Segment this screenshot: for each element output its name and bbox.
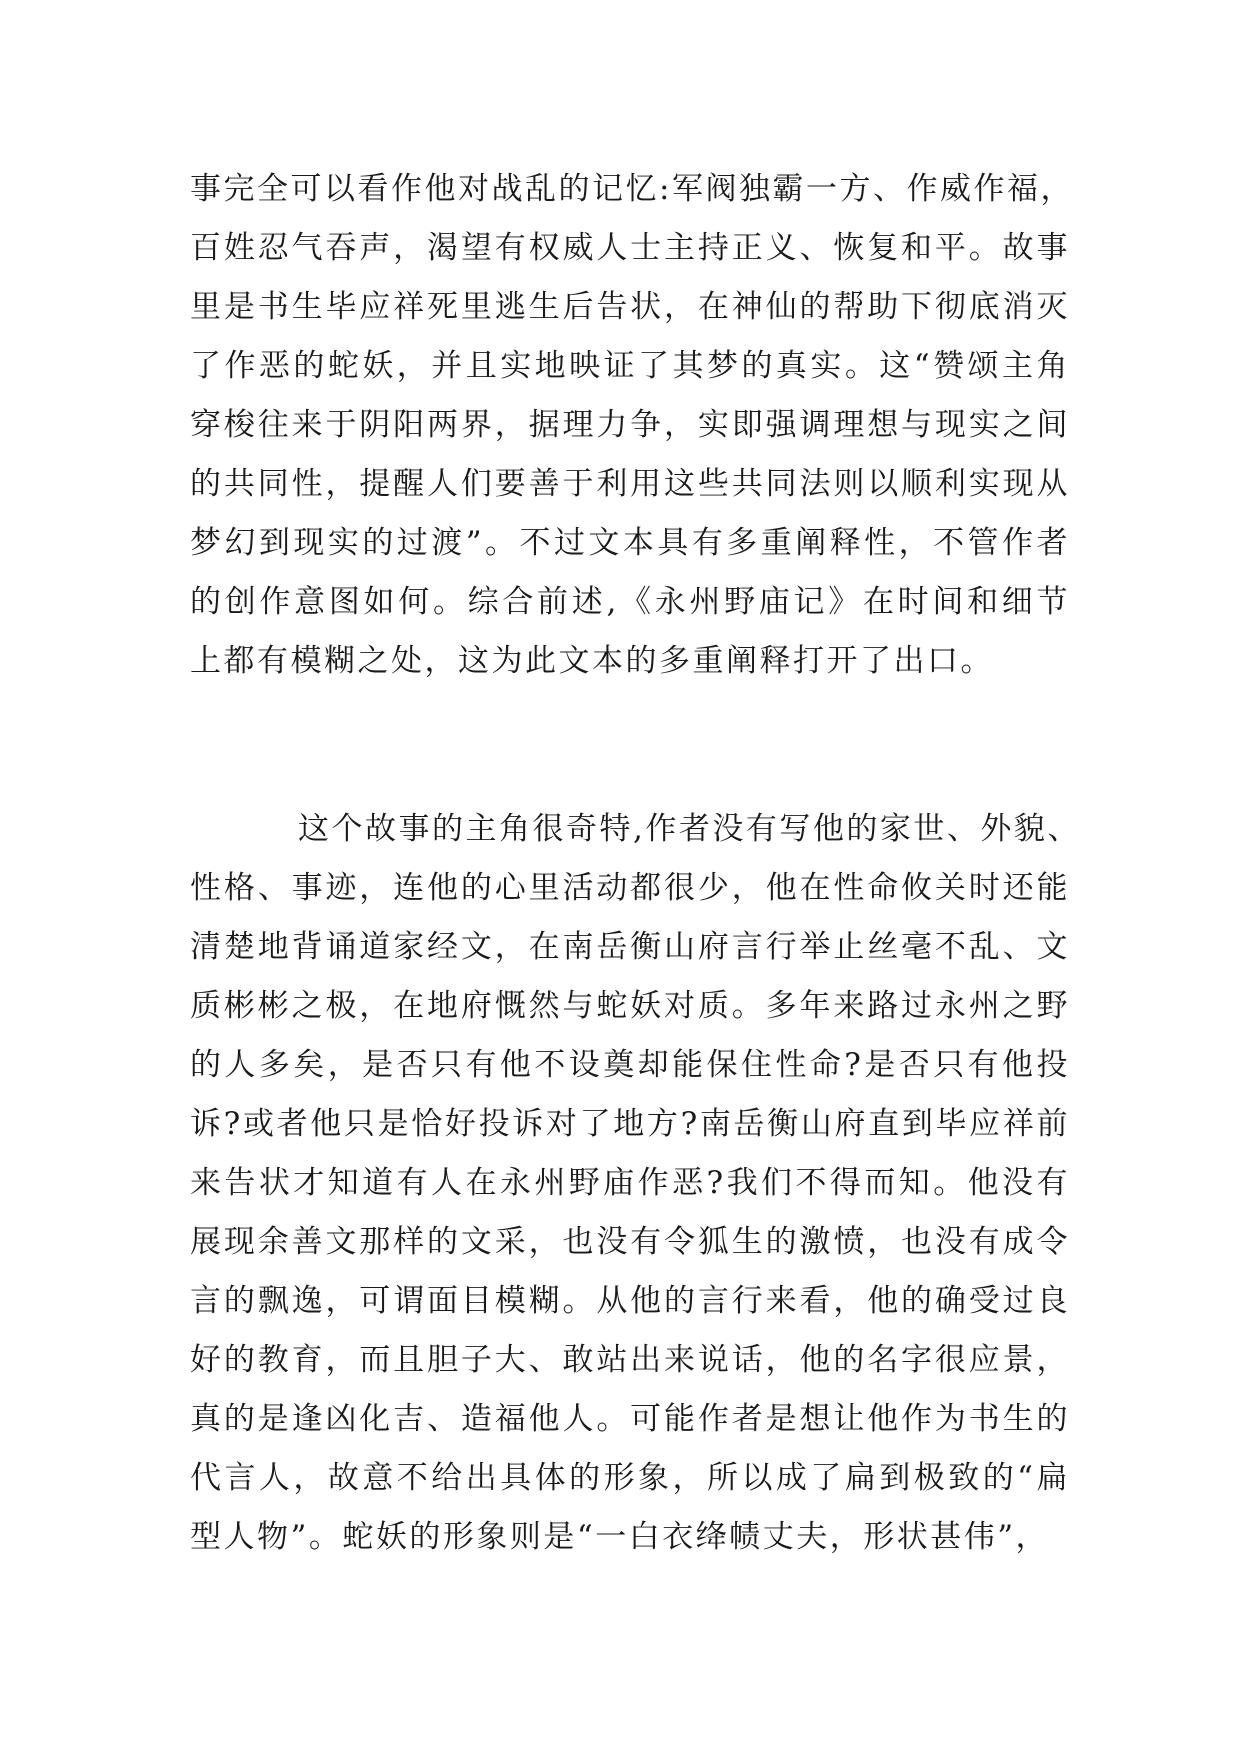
text-line: 清楚地背诵道家经文，在南岳衡山府言行举止丝毫不乱、文 [190, 929, 1070, 965]
text-line: 穿梭往来于阴阳两界，据理力争，实即强调理想与现实之间 [190, 407, 1070, 443]
text-line: 的人多矣，是否只有他不设奠却能保住性命?是否只有他投 [190, 1047, 1070, 1083]
text-line: 真的是逢凶化吉、造福他人。可能作者是想让他作为书生的 [190, 1401, 1070, 1437]
text-line: 言的飘逸，可谓面目模糊。从他的言行来看，他的确受过良 [190, 1283, 1070, 1319]
text-line: 上都有模糊之处，这为此文本的多重阐释打开了出口。 [190, 643, 994, 679]
text-line: 型人物”。蛇妖的形象则是“一白衣绛帻丈夫，形状甚伟”， [190, 1519, 1050, 1555]
text-line: 质彬彬之极，在地府慨然与蛇妖对质。多年来路过永州之野 [190, 988, 1070, 1024]
text-line: 梦幻到现实的过渡”。不过文本具有多重阐释性，不管作者 [190, 525, 1070, 561]
text-line: 里是书生毕应祥死里逃生后告状，在神仙的帮助下彻底消灭 [190, 289, 1070, 325]
text-line: 了作恶的蛇妖，并且实地映证了其梦的真实。这“赞颂主角 [190, 348, 1070, 384]
text-line: 性格、事迹，连他的心里活动都很少，他在性命攸关时还能 [190, 870, 1070, 906]
text-line: 展现余善文那样的文采，也没有令狐生的激愤，也没有成令 [190, 1224, 1070, 1260]
text-line: 诉?或者他只是恰好投诉对了地方?南岳衡山府直到毕应祥前 [190, 1106, 1070, 1142]
text-line: 这个故事的主角很奇特,作者没有写他的家世、外貌、 [298, 811, 1081, 847]
text-line: 代言人，故意不给出具体的形象，所以成了扁到极致的“扁 [190, 1460, 1070, 1496]
text-line: 事完全可以看作他对战乱的记忆:军阀独霸一方、作威作福， [190, 171, 1074, 207]
text-line: 百姓忍气吞声，渴望有权威人士主持正义、恢复和平。故事 [190, 230, 1070, 266]
paragraph-1 [190, 160, 1074, 691]
paragraph-2 [190, 800, 1081, 1567]
text-line: 的创作意图如何。综合前述,《永州野庙记》在时间和细节 [190, 584, 1070, 620]
text-line: 好的教育，而且胆子大、敢站出来说话，他的名字很应景， [190, 1342, 1070, 1378]
text-line: 来告状才知道有人在永州野庙作恶?我们不得而知。他没有 [190, 1165, 1070, 1201]
text-line: 的共同性，提醒人们要善于利用这些共同法则以顺利实现从 [190, 466, 1070, 502]
